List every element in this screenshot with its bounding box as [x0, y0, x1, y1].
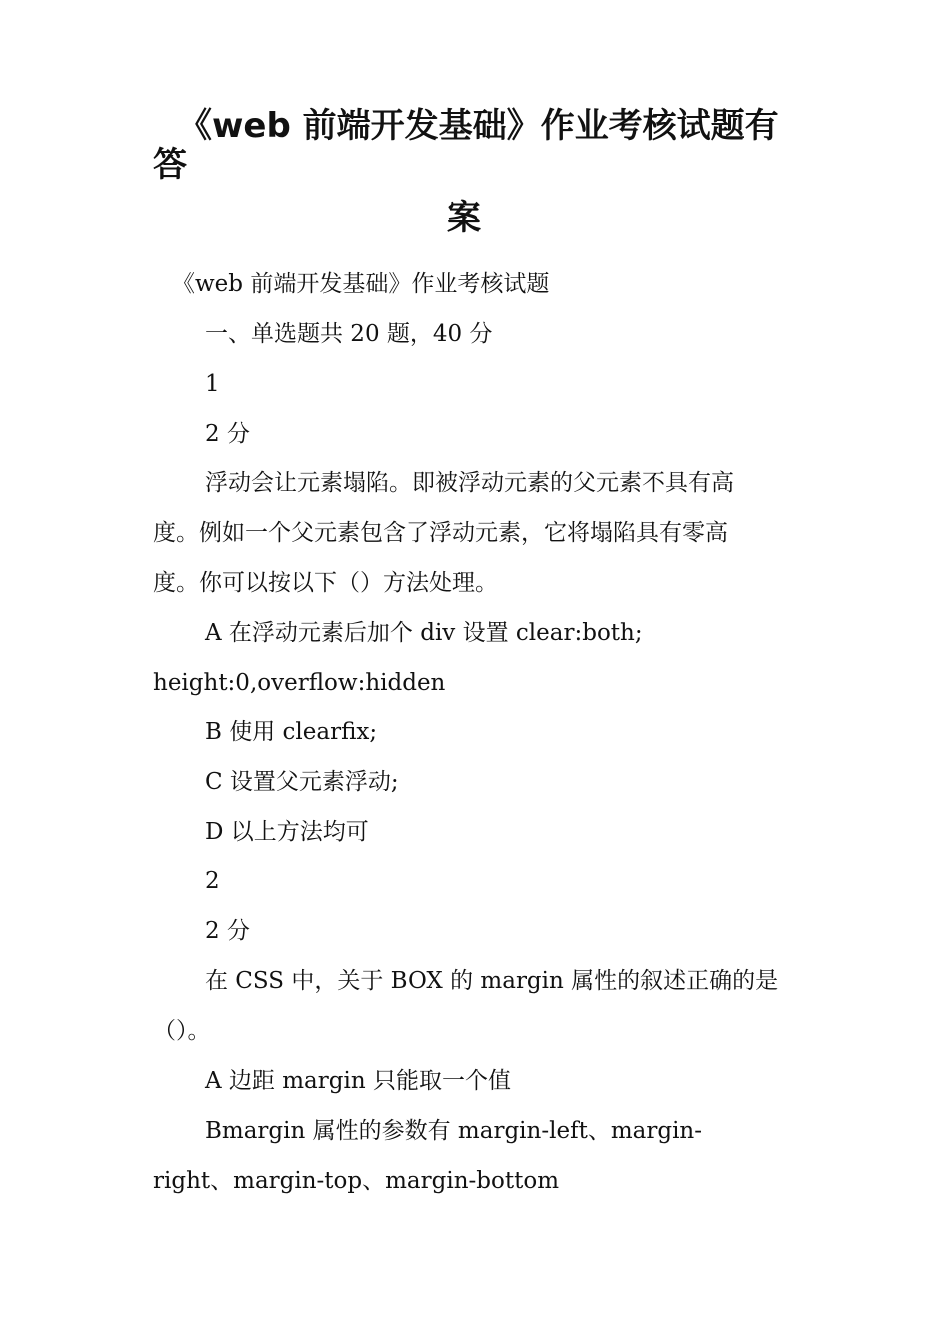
- option-d-1: D 以上方法均可: [205, 819, 369, 845]
- question-text-2-line-1: 在 CSS 中，关于 BOX 的 margin 属性的叙述正确的是: [205, 968, 779, 994]
- document-title-line-2: 答: [153, 145, 187, 185]
- option-b-2-line-2: right、margin-top、margin-bottom: [153, 1168, 560, 1194]
- question-text-1-line-1: 浮动会让元素塌陷。即被浮动元素的父元素不具有高: [205, 470, 734, 496]
- option-c-1: C 设置父元素浮动;: [205, 769, 399, 795]
- section-heading: 一、单选题共 20 题，40 分: [205, 321, 493, 347]
- question-text-2-line-2: （）。: [153, 1018, 211, 1044]
- question-text-1-line-3: 度。你可以按以下（）方法处理。: [153, 570, 498, 596]
- option-a-1-line-1: A 在浮动元素后加个 div 设置 clear:both;: [205, 620, 643, 646]
- option-b-1: B 使用 clearfix;: [205, 719, 378, 745]
- document-title-line-1: 《web 前端开发基础》作业考核试题有: [178, 106, 779, 146]
- option-b-2-line-1: Bmargin 属性的参数有 margin-left、margin-: [205, 1118, 703, 1144]
- option-a-1-line-2: height:0,overflow:hidden: [153, 670, 446, 696]
- question-number-2: 2: [205, 868, 220, 894]
- question-score-2: 2 分: [205, 918, 250, 944]
- option-a-2: A 边距 margin 只能取一个值: [205, 1068, 511, 1094]
- document-title-line-3: 案: [447, 198, 481, 238]
- question-number-1: 1: [205, 371, 220, 397]
- question-score-1: 2 分: [205, 421, 250, 447]
- document-subtitle: 《web 前端开发基础》作业考核试题: [172, 271, 550, 297]
- question-text-1-line-2: 度。例如一个父元素包含了浮动元素，它将塌陷具有零高: [153, 520, 728, 546]
